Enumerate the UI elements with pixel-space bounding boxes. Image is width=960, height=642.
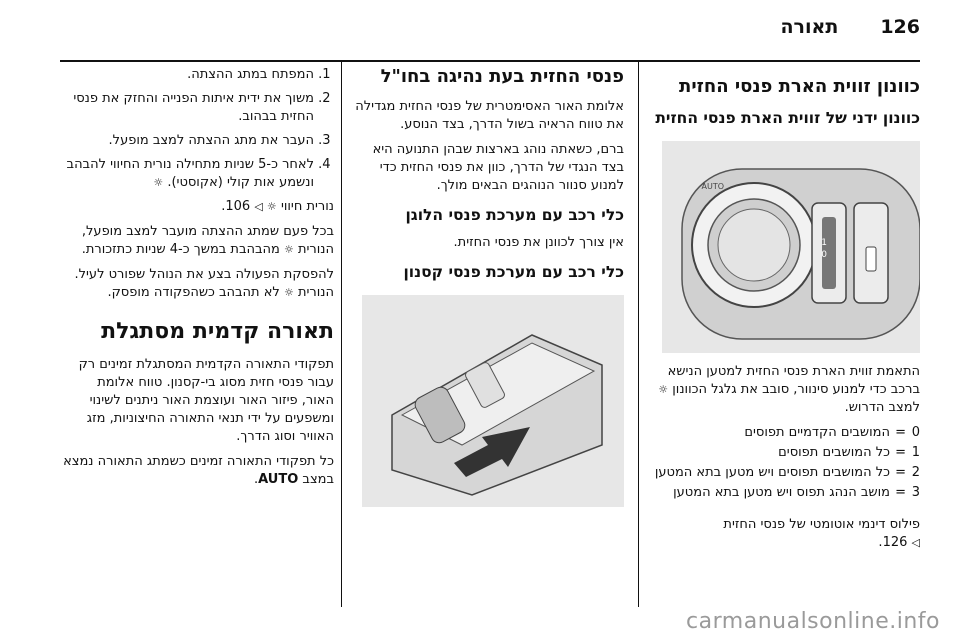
watermark: carmanualsonline.info [686, 609, 940, 634]
svg-text:0: 0 [821, 250, 827, 260]
turn-signal-lever-figure [362, 295, 624, 507]
section-title: תאורה [780, 16, 839, 38]
legend-row: 1 = כל המושבים תפוסים [778, 445, 920, 460]
driving-abroad-heading: פנסי החזית בעת נהיגה בחו"ל [380, 66, 624, 87]
page-number: 126 [880, 16, 920, 38]
left-column [62, 64, 334, 496]
headlight-indicator-icon: ☼ [283, 243, 294, 256]
xenon-heading: כלי רכב עם מערכת פנסי קסנון [403, 263, 624, 281]
auto-label: AUTO [258, 472, 299, 487]
headlight-indicator-icon: ☼ [266, 200, 277, 213]
xenon-adjust-steps [62, 66, 334, 192]
asymmetric-beam-paragraph: אלומת האור האסימטרית של פנסי החזית מגדילה את טווח הראיה בשול הדרך, בצד הנוסע. [355, 99, 624, 132]
legend-row: 2 = כל המושבים תפוסים ויש מטען בתא המטען [654, 465, 920, 480]
reference-page: 126 [882, 535, 908, 550]
indicator-reference: נורית חיווי ☼ ◁ 106. [221, 199, 334, 214]
adaptive-lighting-heading: תאורה קדמית מסתגלת [101, 319, 334, 344]
halogen-heading: כלי רכב עם מערכת פנסי הלוגן [405, 206, 624, 224]
halogen-paragraph: אין צורך לכוונן את פנסי החזית. [453, 235, 624, 250]
headlight-indicator-icon: ☼ [658, 383, 669, 396]
headlight-indicator-icon: ☼ [153, 176, 164, 189]
headlight-range-heading: כוונון זווית הארת פנסי החזית [679, 76, 920, 97]
column-divider-left [341, 62, 342, 607]
manual-range-subheading: כוונון ידני של זווית הארת פנסי החזית [655, 109, 920, 127]
figure-note: התאמת זווית הארת פנסי החזית למטען הנישא ברכב כדי למנוע סינוור, סובב את גלגל הכוונון ☼ למצב הדרוש. [658, 364, 920, 415]
turn-signal-lever-illustration [362, 295, 624, 507]
header-rule [60, 60, 920, 62]
legend-row: 3 = מושב הנהג תפוס ויש מטען בתא המטען [673, 485, 920, 500]
list-item: 4. לאחר כ-5 שניות מתחילה נורית החיווי להבהב ונשמע אות קולי (אקוסטי). ☼ [62, 156, 314, 192]
opposite-traffic-paragraph: ברם, כשאתה נוהג בארצות שבהן התנועה היא בצד הנגדי של הדרך, כוון את פנסי החזית כדי למנוע סנוור הנוהגים הבאים מולך. [372, 142, 624, 193]
column-divider-right [638, 62, 639, 607]
svg-text:AUTO: AUTO [701, 182, 724, 191]
auto-mode-paragraph: כל תפקודי התאורה זמינים כשמתג התאורה נמצא במצב AUTO. [63, 454, 334, 487]
legend-row: 0 = המושבים הקדמיים תפוסים [744, 425, 920, 440]
page-reference-arrow-icon: ◁ [254, 200, 263, 213]
dynamic-leveling-ref: פילוס דינמי אוטומטי של פנסי החזית ◁ 126. [723, 517, 920, 550]
reminder-paragraph: בכל פעם שמתג ההצתה מועבר למצב מופעל, הנורית ☼ מהבהבת במשך כ-4 שניות כתזכורת. [81, 224, 334, 257]
page-header [781, 16, 921, 38]
middle-column [352, 64, 624, 517]
headlight-switch-illustration [662, 141, 920, 353]
headlight-switch-figure [662, 141, 920, 353]
page-reference-arrow-icon: ◁ [911, 536, 920, 549]
list-item: 3. העבר את מתג ההצתה למצב מופעל. [62, 132, 314, 150]
right-column [648, 64, 920, 559]
svg-text:1: 1 [821, 238, 827, 248]
adaptive-lighting-paragraph: תפקודי התאורה הקדמית המסתגלת זמינים רק עבור פנסי חזית מסוג בי-קסנון. טווח אלומת האור, פיזור האור ועוצמת האור ניתנים לשינוי ומשפעים על ידי תנאי התאורה החיצוניות, מזג האוויר וסוג הדרך. [78, 357, 334, 444]
headlight-indicator-icon: ☼ [283, 286, 294, 299]
cancel-paragraph: להפסקת הפעולה בצע את הנוהל שפורט לעיל. הנורית ☼ לא תהבהב כשהפקודה מופסק. [74, 267, 334, 300]
reference-page: 106 [225, 199, 251, 214]
list-item: 1. המפתח במתג ההצתה. [62, 66, 314, 84]
range-legend [648, 424, 920, 502]
list-item: 2. משוך את ידית איתות הפנייה והחזק את פנסי החזית בבהוב. [62, 90, 314, 126]
